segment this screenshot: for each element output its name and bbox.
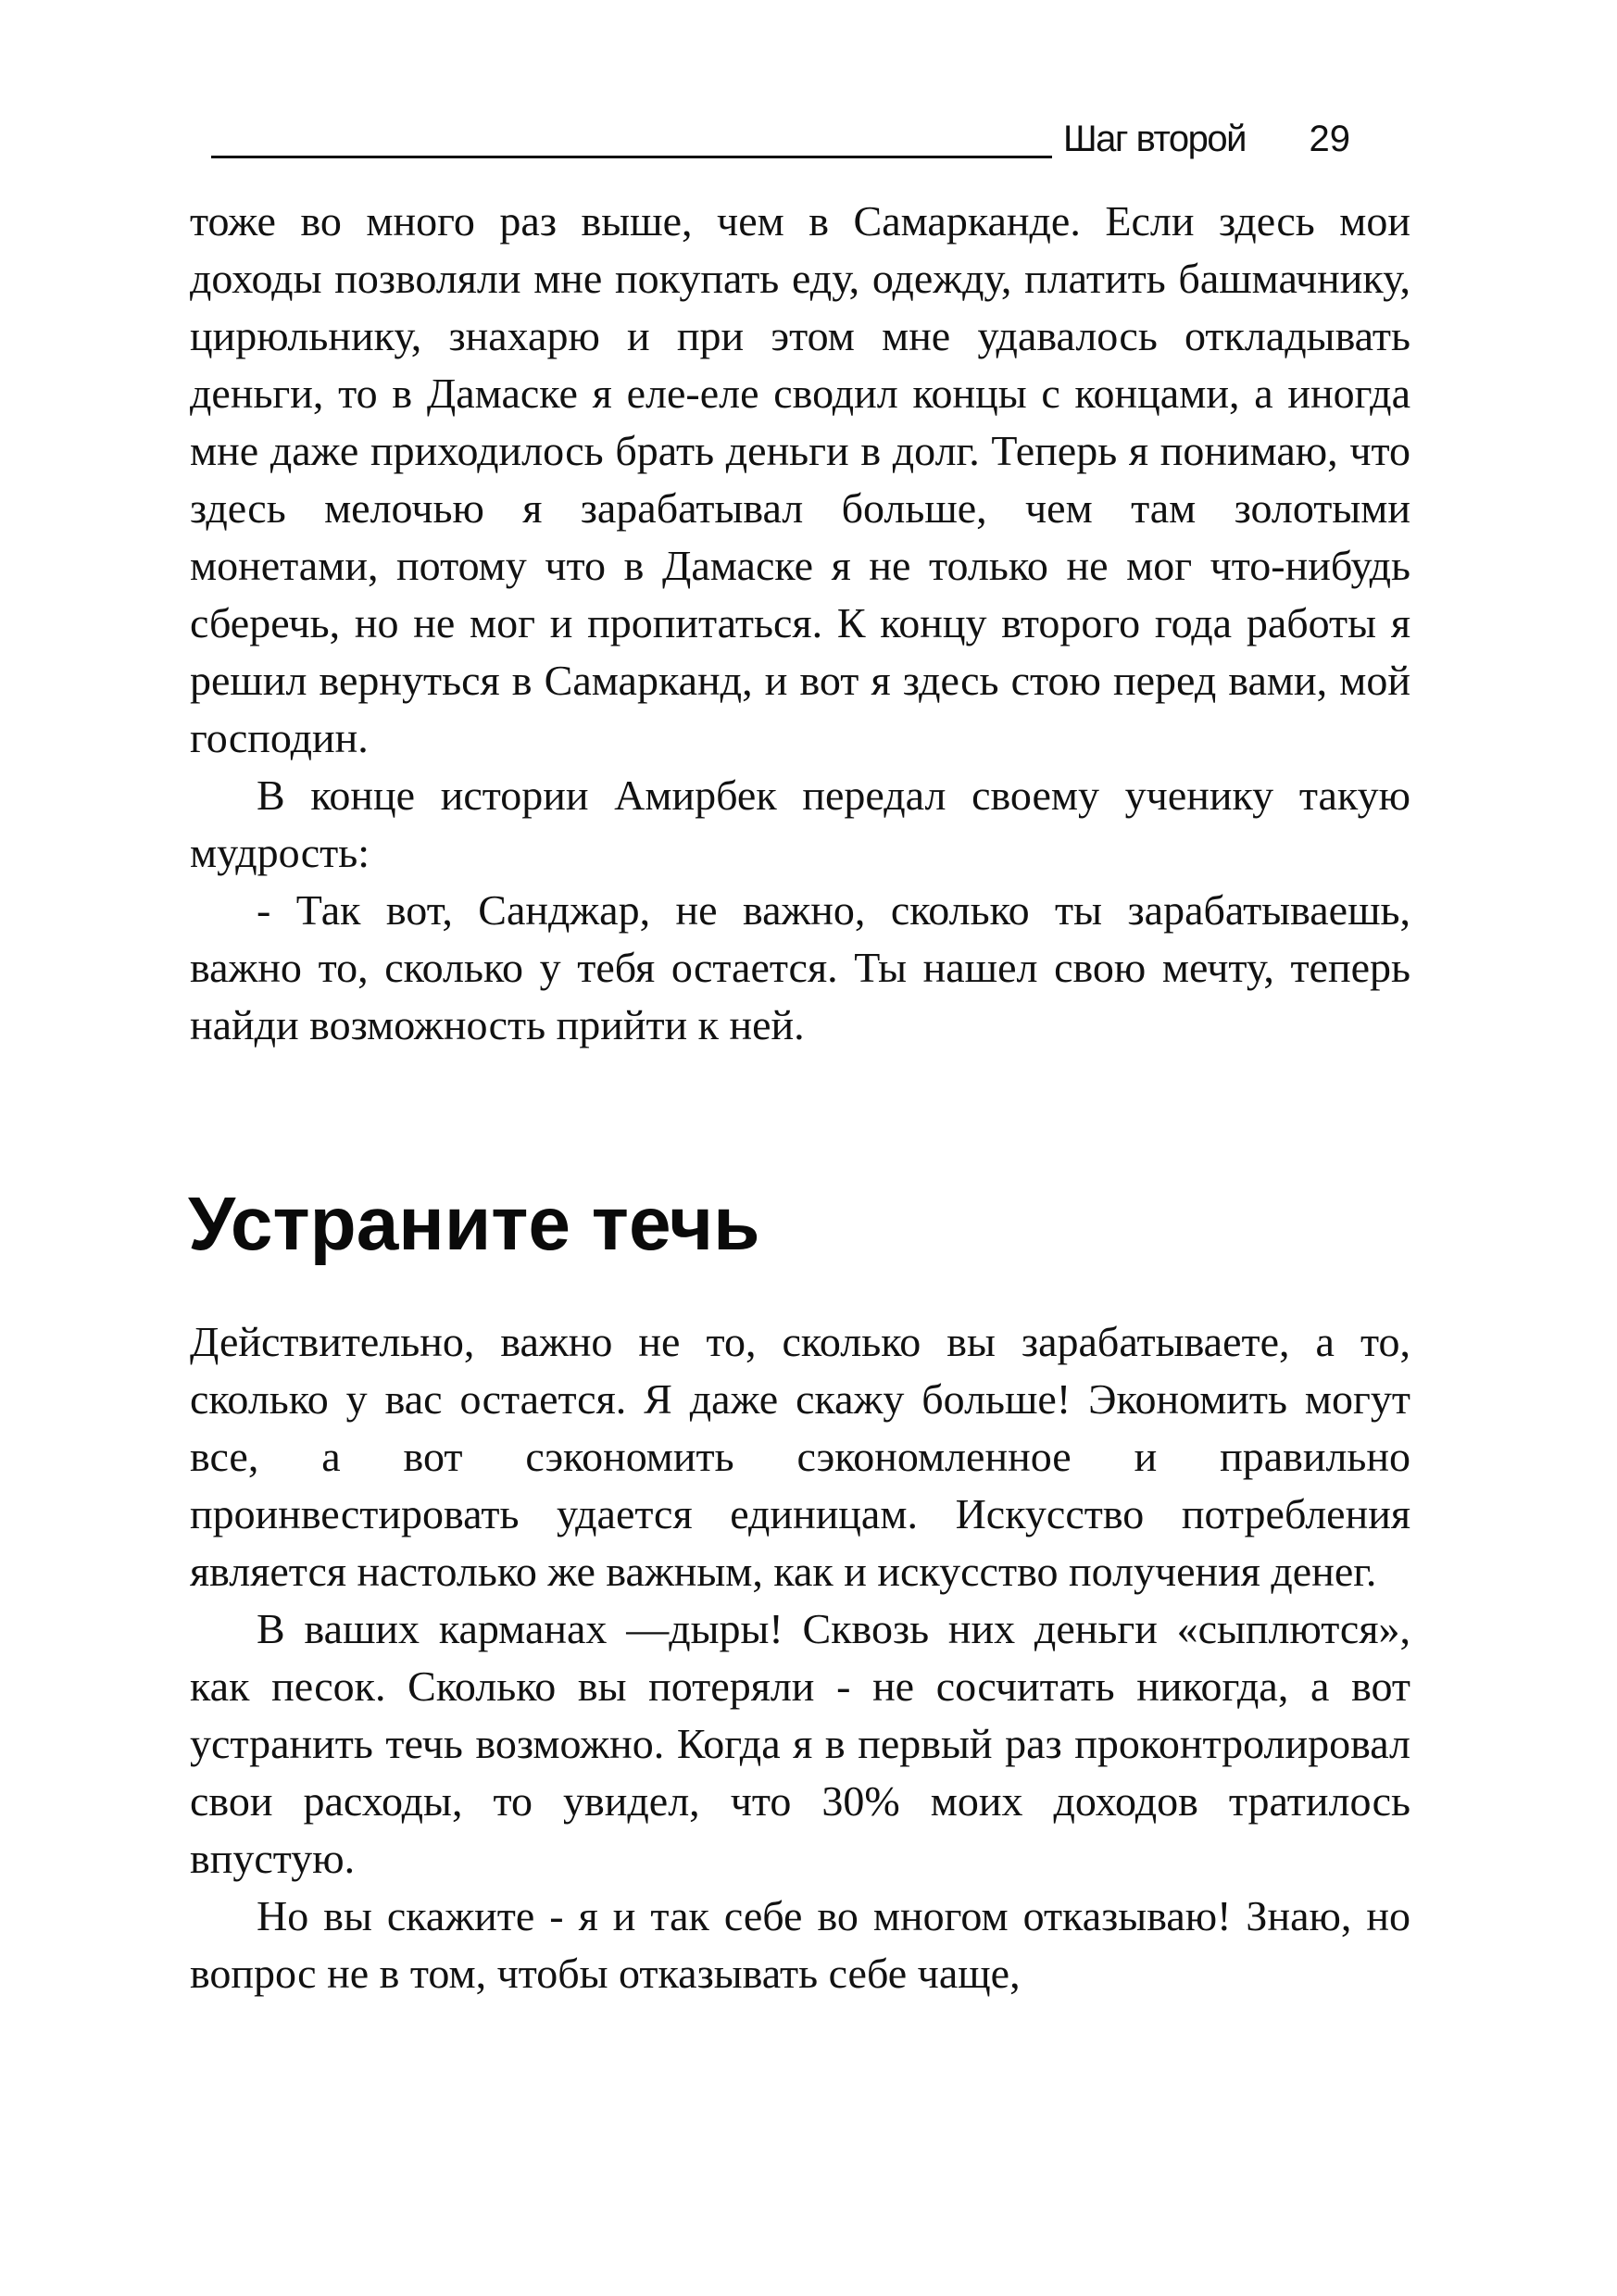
section-text xyxy=(190,1313,1410,2002)
paragraph: В ваших карманах —дыры! Сквозь них деньги «сыплются», как песок. Сколько вы потеряли - не сосчитать никогда, а вот устранить течь возможно. Когда я в первый раз проконтролировал свои расходы, то увидел, что 30% моих доходов тратилось впустую. xyxy=(190,1605,1410,1882)
section-title: Устраните течь xyxy=(188,1182,760,1266)
paragraph: Действительно, важно не то, сколько вы зарабатываете, а то, сколько у вас остается. Я даже скажу больше! Экономить могут все, а вот сэкономить сэкономленное и правильно проинвестировать удается единицам. Искусство потребления является настолько же важным, как и искусство получения денег. xyxy=(190,1318,1410,1595)
paragraph: - Так вот, Санджар, не важно, сколько ты зарабатываешь, важно то, сколько у тебя остается. Ты нашел свою мечту, теперь найди возможность прийти к ней. xyxy=(190,886,1410,1048)
paragraph: тоже во много раз выше, чем в Самарканде. Если здесь мои доходы позволяли мне покупать еду, одежду, платить башмачнику, цирюльнику, знахарю и при этом мне удавалось откладывать деньги, то в Дамаске я еле-еле сводил концы с концами, а иногда мне даже приходилось брать деньги в долг. Теперь я понимаю, что здесь мелочью я зарабатывал больше, чем там золотыми монетами, потому что в Дамаске я не только не мог что-нибудь сберечь, но не мог и пропитаться. К концу второго года работы я решил вернуться в Самарканд, и вот я здесь стою перед вами, мой господин. xyxy=(190,197,1410,761)
paragraph: В конце истории Амирбек передал своему ученику такую мудрость: xyxy=(190,772,1410,876)
paragraph: Но вы скажите - я и так себе во многом отказываю! Знаю, но вопрос не в том, чтобы отказывать себе чаще, xyxy=(190,1892,1410,1997)
header-section-title: Шаг второй xyxy=(1063,119,1246,159)
running-header xyxy=(211,109,1350,161)
page-number: 29 xyxy=(1309,119,1350,159)
header-rule xyxy=(211,156,1052,158)
continued-text xyxy=(190,193,1410,1054)
